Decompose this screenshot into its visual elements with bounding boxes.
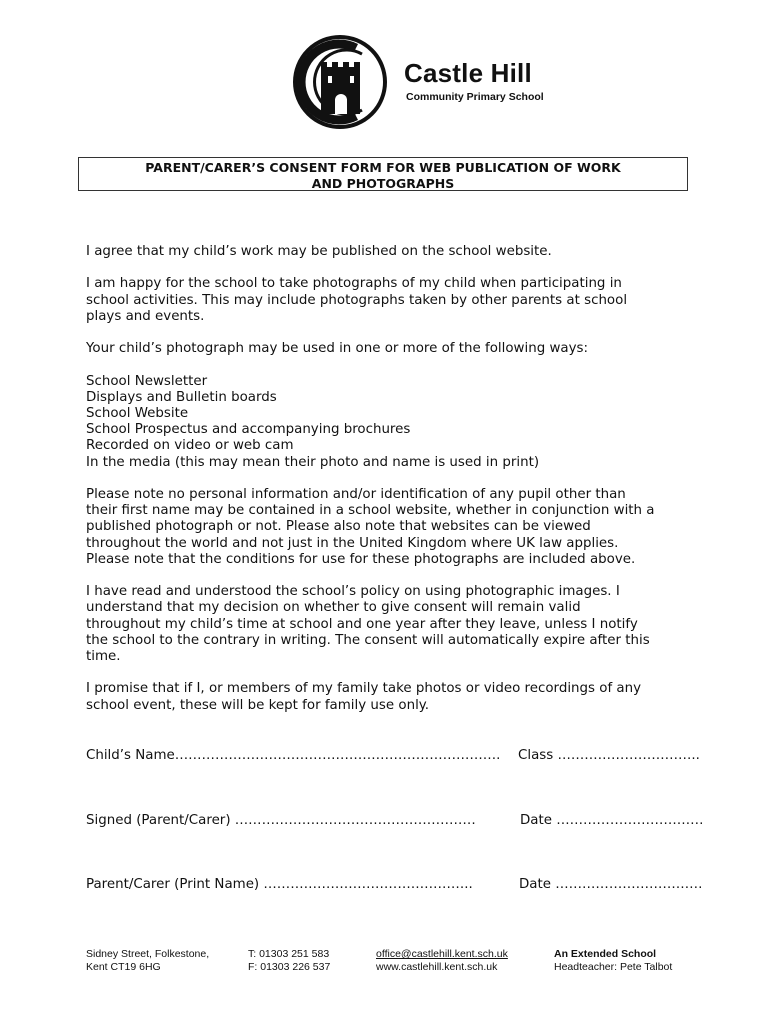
photo-permission-paragraph: I am happy for the school to take photographs of my child when participating in school activities. This may include photographs taken by other parents at school plays and events. [86, 276, 628, 324]
school-name: Castle Hill [404, 58, 532, 88]
website-text: www.castlehill.kent.sch.uk [376, 960, 498, 973]
headteacher-text: Headteacher: Pete Talbot [554, 960, 673, 973]
form-title [78, 157, 688, 191]
form-title-line-1: PARENT/CARER’S CONSENT FORM FOR WEB PUBLICATION OF WORK [145, 160, 621, 175]
extended-school-label: An Extended School [554, 948, 657, 960]
usage-list-item: Displays and Bulletin boards [86, 389, 277, 405]
agreement-paragraph: I agree that my child’s work may be published on the school website. [86, 244, 552, 259]
signed-field[interactable]: Signed (Parent/Carer) ……………………………………………… [86, 813, 476, 828]
usage-list-item: Recorded on video or web cam [86, 438, 294, 454]
child-name-field[interactable]: Child’s Name………………………………………………………………. [86, 748, 501, 763]
privacy-note-paragraph: Please note no personal information and/or identification of any pupil other than their first name may be contained in a school website, whether in conjunction with a published photograph or not. Please also note that websites can be viewed throughout the world and not just in the United Kingdom where UK law applies. Please note that the conditions for use for these photographs are included above. [86, 486, 655, 567]
email-link[interactable]: office@castlehill.kent.sch.uk [376, 948, 508, 960]
family-use-paragraph: I promise that if I, or members of my family take photos or video recordings of any school event, these will be kept for family use only. [86, 681, 642, 713]
usage-list-item: In the media (this may mean their photo and name is used in print) [86, 454, 540, 470]
usage-list [86, 374, 706, 471]
footer-contact [376, 948, 508, 973]
school-subtitle: Community Primary School [406, 91, 544, 103]
usage-list-item: School Newsletter [86, 373, 208, 389]
address-line-2: Kent CT19 6HG [86, 960, 161, 973]
usage-intro-paragraph: Your child’s photograph may be used in one or more of the following ways: [86, 341, 589, 357]
form-body [86, 244, 706, 730]
policy-understanding-paragraph: I have read and understood the school’s policy on using photographic images. I understand that my decision on whether to give consent will remain valid throughout my child’s time at school and one year after they leave, unless I notify the school to the contrary in writing. The consent will automatically expire after this time. [86, 584, 650, 664]
class-field[interactable]: Class ………………………….. [518, 748, 700, 763]
footer-phone [248, 948, 330, 973]
phone-number: T: 01303 251 583 [248, 948, 330, 960]
usage-list-item: School Prospectus and accompanying brochures [86, 422, 411, 438]
footer-address [86, 948, 209, 973]
date-field-2[interactable]: Date …………………………… [519, 877, 703, 892]
school-logo [292, 34, 562, 130]
form-title-line-2: AND PHOTOGRAPHS [311, 175, 455, 191]
print-name-field[interactable]: Parent/Carer (Print Name) ……………………………………….. [86, 877, 473, 892]
address-line-1: Sidney Street, Folkestone, [86, 948, 210, 960]
usage-list-item: School Website [86, 405, 189, 421]
date-field-1[interactable]: Date …………………………… [520, 813, 704, 828]
footer-tagline [554, 948, 672, 973]
castle-logo-icon [292, 34, 392, 130]
fax-number: F: 01303 226 537 [248, 960, 331, 973]
